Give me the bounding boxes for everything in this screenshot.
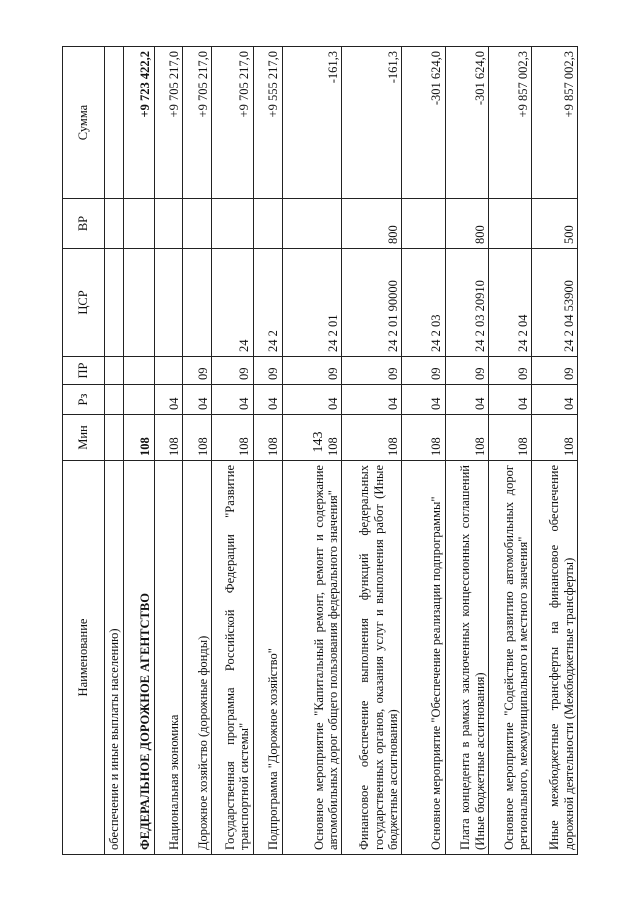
row-min: 108: [253, 415, 282, 461]
row-name: Подпрограмма "Дорожное хозяйство": [253, 461, 282, 855]
table-row: [105, 47, 124, 855]
row-sum: +9 705 217,0: [212, 47, 253, 199]
row-pr: [105, 357, 124, 385]
row-name: Плата концедента в рамках заключенных концессионных соглашений (Иные бюджетные ассигнования): [445, 461, 488, 855]
row-pr: 09: [183, 357, 212, 385]
row-pr: [123, 357, 154, 385]
row-pr: 09: [402, 357, 445, 385]
table-row: [123, 47, 154, 855]
row-sum: [105, 47, 124, 199]
row-name: Основное мероприятие "Содействие развитию автомобильных дорог регионального, межмуниципального и местного значения": [489, 461, 532, 855]
row-pr: 09: [282, 357, 342, 385]
row-sum: +9 705 217,0: [154, 47, 183, 199]
row-pr: 09: [445, 357, 488, 385]
row-csr: 24 2 01: [282, 249, 342, 357]
row-min: 108: [489, 415, 532, 461]
header-sum: Сумма: [63, 47, 105, 199]
table-row: [282, 47, 342, 855]
row-name: ФЕДЕРАЛЬНОЕ ДОРОЖНОЕ АГЕНТСТВО: [123, 461, 154, 855]
row-min: 108: [282, 415, 342, 461]
table-row: [402, 47, 445, 855]
row-min: 108: [342, 415, 402, 461]
row-name: Дорожное хозяйство (дорожные фонды): [183, 461, 212, 855]
row-pr: [154, 357, 183, 385]
row-sum: -161,3: [342, 47, 402, 199]
row-sum: +9 857 002,3: [532, 47, 578, 199]
row-sum: +9 705 217,0: [183, 47, 212, 199]
table-row: [253, 47, 282, 855]
row-rz: [105, 385, 124, 415]
page-number: 143: [311, 431, 326, 453]
row-rz: 04: [212, 385, 253, 415]
row-vr: [154, 199, 183, 249]
row-rz: 04: [489, 385, 532, 415]
row-rz: 04: [154, 385, 183, 415]
row-csr: 24 2 04: [489, 249, 532, 357]
row-vr: 800: [342, 199, 402, 249]
row-vr: [253, 199, 282, 249]
row-csr: [183, 249, 212, 357]
header-rz: Рз: [63, 385, 105, 415]
table-row: [489, 47, 532, 855]
row-name: Государственная программа Российской Федерации "Развитие транспортной системы": [212, 461, 253, 855]
row-csr: [123, 249, 154, 357]
row-vr: [402, 199, 445, 249]
table-row: [183, 47, 212, 855]
row-name: Иные межбюджетные трансферты на финансовое обеспечение дорожной деятельности (Межбюджетные трансферты): [532, 461, 578, 855]
header-min: Мин: [63, 415, 105, 461]
row-rz: 04: [402, 385, 445, 415]
row-min: 108: [154, 415, 183, 461]
row-vr: 500: [532, 199, 578, 249]
row-pr: 09: [489, 357, 532, 385]
row-name: Национальная экономика: [154, 461, 183, 855]
row-rz: 04: [253, 385, 282, 415]
row-name: Основное мероприятие "Обеспечение реализации подпрограммы": [402, 461, 445, 855]
row-vr: [212, 199, 253, 249]
row-csr: 24 2: [253, 249, 282, 357]
row-vr: [183, 199, 212, 249]
row-csr: [154, 249, 183, 357]
header-pr: ПР: [63, 357, 105, 385]
row-min: 108: [445, 415, 488, 461]
row-rz: 04: [445, 385, 488, 415]
row-pr: 09: [342, 357, 402, 385]
row-pr: 09: [212, 357, 253, 385]
header-name: Наименование: [63, 461, 105, 855]
row-csr: 24 2 01 90000: [342, 249, 402, 357]
row-vr: [105, 199, 124, 249]
row-csr: 24 2 03: [402, 249, 445, 357]
row-vr: [123, 199, 154, 249]
row-min: 108: [212, 415, 253, 461]
row-rz: 04: [342, 385, 402, 415]
table-row: [532, 47, 578, 855]
table-row: [445, 47, 488, 855]
budget-table-container: [62, 47, 578, 855]
row-min: 108: [123, 415, 154, 461]
row-pr: 09: [532, 357, 578, 385]
row-csr: [105, 249, 124, 357]
row-name: Основное мероприятие "Капитальный ремонт, ремонт и содержание автомобильных дорог общего пользования федерального значения": [282, 461, 342, 855]
row-rz: [123, 385, 154, 415]
row-pr: 09: [253, 357, 282, 385]
row-name: Финансовое обеспечение выполнения функций федеральных государственных органов, оказания услуг и выполнения работ (Иные бюджетные ассигнования): [342, 461, 402, 855]
row-sum: -161,3: [282, 47, 342, 199]
row-csr: 24 2 03 20910: [445, 249, 488, 357]
row-sum: +9 723 422,2: [123, 47, 154, 199]
row-min: 108: [402, 415, 445, 461]
row-name: обеспечение и иные выплаты населению): [105, 461, 124, 855]
table-row: [154, 47, 183, 855]
row-rz: 04: [183, 385, 212, 415]
row-rz: 04: [532, 385, 578, 415]
table-header-row: [63, 47, 105, 855]
row-sum: -301 624,0: [445, 47, 488, 199]
table-row: [212, 47, 253, 855]
row-min: 108: [532, 415, 578, 461]
row-vr: [282, 199, 342, 249]
row-vr: [489, 199, 532, 249]
budget-table: [62, 46, 578, 855]
row-vr: 800: [445, 199, 488, 249]
row-min: 108: [183, 415, 212, 461]
table-row: [342, 47, 402, 855]
row-csr: 24 2 04 53900: [532, 249, 578, 357]
header-csr: ЦСР: [63, 249, 105, 357]
header-vr: ВР: [63, 199, 105, 249]
row-sum: -301 624,0: [402, 47, 445, 199]
row-min: [105, 415, 124, 461]
row-csr: 24: [212, 249, 253, 357]
row-sum: +9 555 217,0: [253, 47, 282, 199]
row-sum: +9 857 002,3: [489, 47, 532, 199]
row-rz: 04: [282, 385, 342, 415]
